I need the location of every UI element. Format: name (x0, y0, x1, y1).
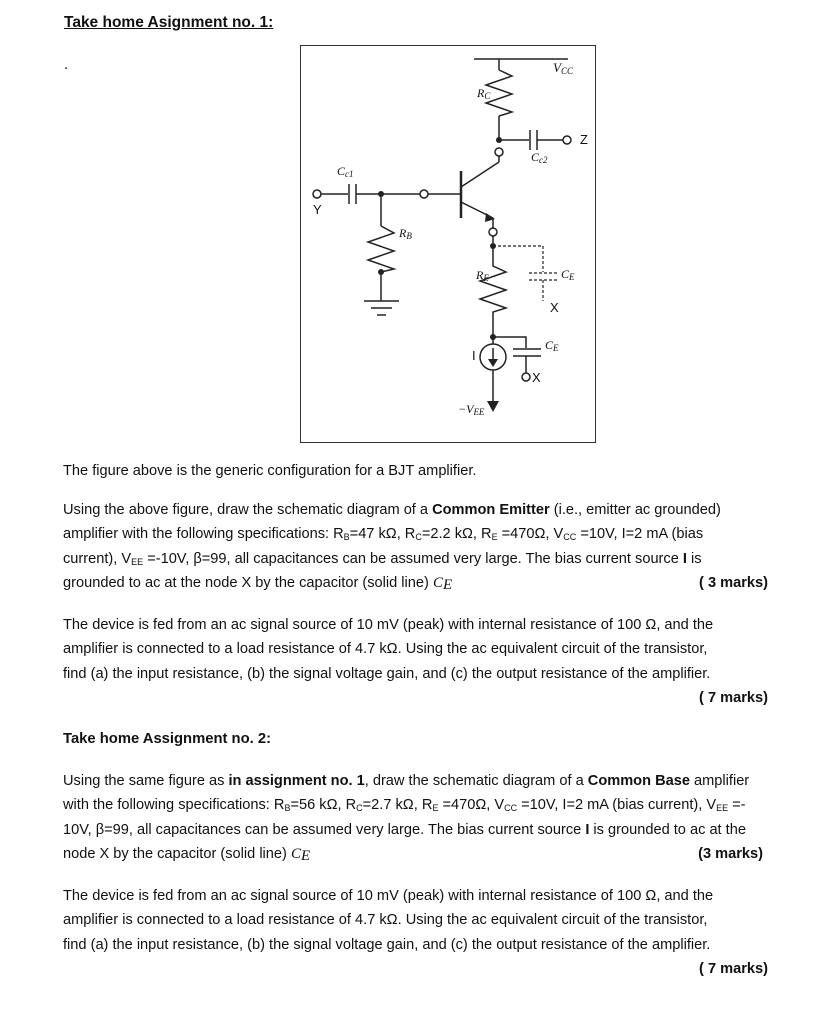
z-terminal-label: Z (580, 132, 588, 147)
a2-question-2: The device is fed from an ac signal source of 10 mV (peak) with internal resistance of 100 Ω, and the amplifier is connected to a load resistance of 4.7 kΩ. Using the ac equivalent circuit of the transistor, find (a) the input resistance, (b) the signal voltage gain, and (c) the output resistance of the amplifier. ( 7 marks) (63, 884, 813, 981)
a1-question-2: The device is fed from an ac signal source of 10 mV (peak) with internal resistance of 100 Ω, and the amplifier is connected to a load resistance of 4.7 kΩ. Using the ac equivalent circuit of the transistor, find (a) the input resistance, (b) the signal voltage gain, and (c) the output resistance of the amplifier. ( 7 marks) (63, 613, 813, 710)
assignment-2-title: Take home Assignment no. 2: (63, 731, 272, 747)
collector-lead (461, 162, 499, 187)
x-dashed-label: X (550, 300, 559, 315)
rb-label: $R_B$ (399, 226, 412, 241)
a1-q2-marks: ( 7 marks) (699, 689, 768, 706)
a1-question-1: Using the above figure, draw the schematic diagram of a Common Emitter (i.e., emitter ac grounded) amplifier with the following specifications: $R_B=47$ kΩ, $R_C=2.2$ kΩ, $R_E =470\Omega$, $V_{CC} =10V$, I=2 mA (bias current), $V_{EE} =-10V$, β=99, all capacitances can be assumed very large. The bias current source I is grounded to ac at the node X by the capacitor (solid line) $C_E$ ( 3 marks) (63, 498, 813, 595)
vcc-label: $V_{CC}$ (553, 60, 573, 76)
a2-q2-marks: ( 7 marks) (699, 960, 768, 977)
assignment-1-title: Take home Asignment no. 1: (64, 14, 274, 31)
intro-text: The figure above is the generic configuration for a BJT amplifier. (63, 463, 477, 479)
cc2-label: $C_{c2}$ (531, 150, 548, 165)
re-resistor (480, 246, 506, 337)
a2-q1-marks: (3 marks) (698, 845, 763, 862)
y-terminal-label: Y (313, 202, 322, 217)
a1-q1-marks: ( 3 marks) (699, 574, 768, 591)
re-label: $R_E$ (476, 268, 489, 283)
ce-dashed-label: $C_E$ (561, 267, 575, 282)
a2-question-1: Using the same figure as in assignment no. 1, draw the schematic diagram of a Common Base amplifier with the following specifications: $R_B=56$ kΩ, $R_C=2.7$ kΩ, $R_E =470\Omega$, $V_{CC} =10V$, I=2 mA (bias current), $V_{EE}$ =- 10V, β=99, all capacitances can be assumed very large. The bias current source I is grounded to ac at the node X by the capacitor (solid line) $C_E$ (3 marks) (63, 769, 813, 866)
rc-label: $R_C$ (477, 86, 491, 101)
ce-solid-label: $C_E$ (545, 338, 559, 353)
cc1-label: $C_{c1}$ (337, 164, 354, 179)
bjt-amplifier-figure (300, 45, 596, 443)
rb-resistor (368, 226, 394, 272)
x-solid-label: X (532, 370, 541, 385)
vee-label: $-V_{EE}$ (458, 402, 485, 417)
i-source-label: I (472, 348, 476, 363)
circuit-diagram (301, 46, 597, 444)
stray-dot: . (64, 56, 69, 73)
